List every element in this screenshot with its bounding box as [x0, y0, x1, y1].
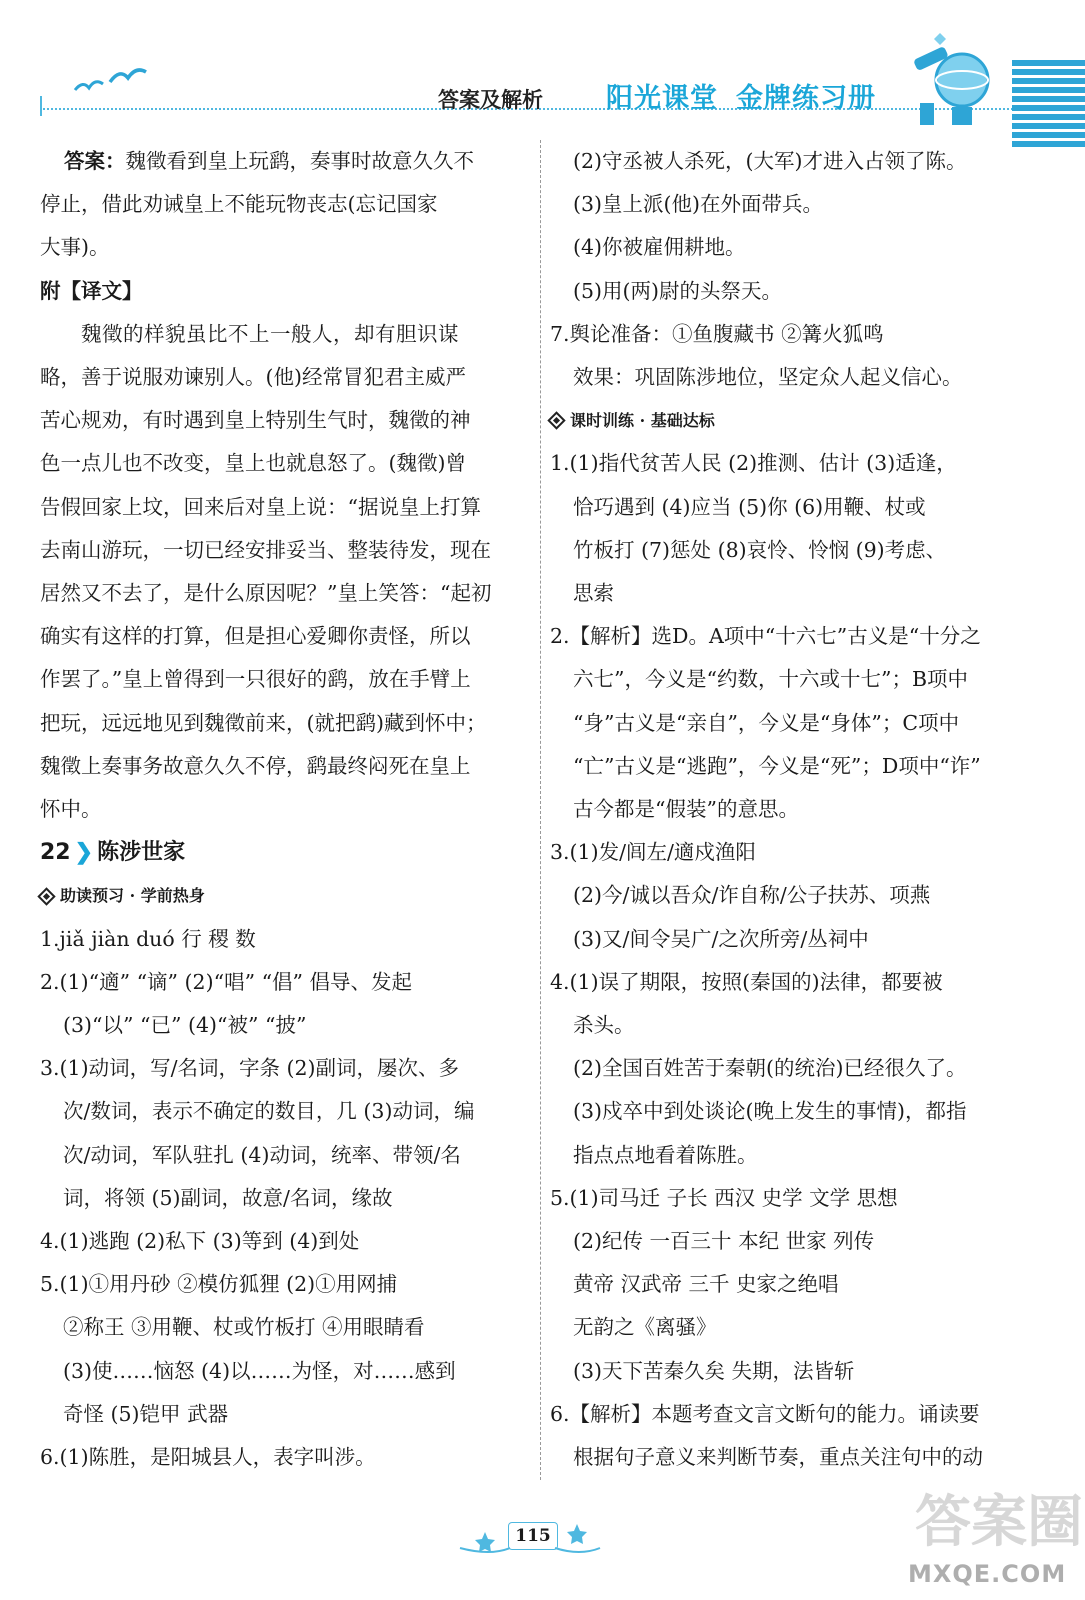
- translation-line: 怀中。: [40, 797, 102, 822]
- list-item: (2)守丞被人杀死，(大军)才进入占领了陈。: [573, 149, 967, 173]
- answer-label: 答案：: [64, 149, 126, 173]
- section-name: 陈涉世家: [97, 839, 186, 866]
- list-item: 根据句子意义来判断节奏，重点关注句中的动: [573, 1445, 983, 1470]
- translation-line: 去南山游玩，一切已经安排妥当、整装待发，现在: [40, 537, 491, 562]
- section-title: [40, 831, 520, 874]
- answer-line-3: 大事)。: [40, 235, 110, 260]
- list-item: 2.【解析】选D。A项中“十六七”古义是“十分之: [550, 624, 981, 649]
- page-header: [0, 0, 1085, 150]
- list-item: (2)纪传 一百三十 本纪 世家 列传: [573, 1229, 875, 1254]
- watermark-url: MXQE.COM: [908, 1560, 1067, 1588]
- diamond-icon: [37, 887, 55, 905]
- subhead-training: 课时训练 · 基础达标: [550, 399, 1030, 442]
- list-item: (2)全国百姓苦于秦朝(的统治)已经很久了。: [573, 1056, 967, 1081]
- list-item: (3)皇上派(他)在外面带兵。: [573, 192, 824, 217]
- list-item: 1.(1)指代贫苦人民 (2)推测、估计 (3)适逢，: [550, 451, 957, 476]
- section-number: 22: [40, 840, 71, 866]
- list-item: 奇怪 (5)铠甲 武器: [63, 1401, 229, 1426]
- list-item: 次/数词，表示不确定的数目，几 (3)动词，编: [63, 1099, 475, 1124]
- translation-line: 色一点儿也不改变，皇上也就息怒了。(魏徵)曾: [40, 451, 466, 476]
- subhead-preview: 助读预习 · 学前热身: [40, 874, 520, 917]
- translation-line: 确实有这样的打算，但是担心爱卿你责怪，所以: [40, 624, 471, 649]
- globe-telescope-icon: [900, 25, 1020, 125]
- list-item: “身”古义是“亲自”，今义是“身体”；C项中: [573, 710, 960, 735]
- list-item: (2)今/诚以吾众/诈自称/公子扶苏、项燕: [573, 883, 931, 908]
- list-item: 古今都是“假装”的意思。: [573, 797, 799, 822]
- header-title: 答案及解析: [438, 88, 543, 112]
- list-item: ②称王 ③用鞭、杖或竹板打 ④用眼睛看: [63, 1315, 425, 1340]
- list-item: 无韵之《离骚》: [573, 1315, 717, 1340]
- list-item: 7.舆论准备：①鱼腹藏书 ②篝火狐鸣: [550, 321, 884, 346]
- list-item: 4.(1)逃跑 (2)私下 (3)等到 (4)到处: [40, 1229, 360, 1254]
- list-item: 4.(1)误了期限，按照(秦国的)法律，都要被: [550, 969, 943, 994]
- answer-line-2: 停止，借此劝诫皇上不能玩物丧志(忘记国家: [40, 192, 438, 217]
- translation-line: 魏徵上奏事务故意久久不停，鹞最终闷死在皇上: [40, 753, 471, 778]
- watermark-logo: 答案圈: [915, 1489, 1083, 1555]
- list-item: 次/动词，军队驻扎 (4)动词，统率、带领/名: [63, 1142, 461, 1167]
- column-divider: [540, 140, 541, 1480]
- header-tick: [40, 96, 48, 116]
- translation-line: 略，善于说服劝谏别人。(他)经常冒犯君主威严: [40, 365, 466, 390]
- list-item: 6.(1)陈胜，是阳城县人，表字叫涉。: [40, 1445, 376, 1470]
- list-item: 恰巧遇到 (4)应当 (5)你 (6)用鞭、杖或: [573, 494, 926, 519]
- translation-heading: 附【译文】: [40, 278, 143, 303]
- list-item: 2.(1)“適” “谪” (2)“唱” “倡” 倡导、发起: [40, 969, 413, 994]
- list-item: 5.(1)①用丹砂 ②模仿狐狸 (2)①用网捕: [40, 1272, 398, 1297]
- list-item: 3.(1)发/闾左/適戍渔阳: [550, 840, 756, 865]
- list-item: “亡”古义是“逃跑”，今义是“死”；D项中“诈”: [573, 753, 981, 778]
- right-column: [550, 140, 1030, 1479]
- brand-right: 金牌练习册: [736, 83, 876, 114]
- list-item: 六七”，今义是“约数，十六或十七”；B项中: [573, 667, 969, 692]
- translation-line: 把玩，远远地见到魏徵前来，(就把鹞)藏到怀中；: [40, 710, 487, 735]
- list-item: (5)用(两)尉的头祭天。: [573, 278, 783, 303]
- diamond-icon: [547, 412, 565, 430]
- left-column: [40, 140, 520, 1479]
- list-item: 词，将领 (5)副词，故意/名词，缘故: [63, 1185, 393, 1210]
- list-item: 1.jiǎ jiàn duó 行 稷 数: [40, 926, 256, 951]
- list-item: 黄帝 汉武帝 三千 史家之绝唱: [573, 1272, 839, 1297]
- translation-line: 作罢了。”皇上曾得到一只很好的鹞，放在手臂上: [40, 667, 471, 692]
- list-item: (3)天下苦秦久矣 失期，法皆斩: [573, 1358, 855, 1383]
- list-item: 思索: [573, 581, 614, 606]
- list-item: (3)“以” “已” (4)“被” “披”: [63, 1013, 307, 1038]
- list-item: 杀头。: [573, 1013, 635, 1038]
- list-item: 3.(1)动词，写/名词，字条 (2)副词，屡次、多: [40, 1056, 460, 1081]
- list-item: 指点点地看着陈胜。: [573, 1142, 758, 1167]
- list-item: 竹板打 (7)惩处 (8)哀怜、怜悯 (9)考虑、: [573, 537, 947, 562]
- header-brand: [606, 76, 876, 115]
- list-item: (4)你被雇佣耕地。: [573, 235, 746, 260]
- header-stripes: [1012, 60, 1085, 150]
- list-item: (3)使……恼怒 (4)以……为怪，对……感到: [63, 1358, 456, 1383]
- birds-icon: [70, 60, 150, 100]
- translation-line: 告假回家上坟，回来后对皇上说：“据说皇上打算: [40, 494, 481, 519]
- translation-line: 魏徵的样貌虽比不上一般人，却有胆识谋: [81, 321, 459, 346]
- translation-line: 苦心规劝，有时遇到皇上特别生气时，魏徵的神: [40, 408, 471, 433]
- answer-line-1: 答案：魏徵看到皇上玩鹞，奏事时故意久久不: [64, 149, 474, 173]
- list-item: (3)又/间令吴广/之次所旁/丛祠中: [573, 926, 869, 951]
- chevron-right-icon: ❯: [74, 839, 94, 866]
- list-item: 效果：巩固陈涉地位，坚定众人起义信心。: [573, 365, 963, 390]
- brand-left: 阳光课堂: [606, 83, 718, 114]
- list-item: 6.【解析】本题考查文言文断句的能力。诵读要: [550, 1401, 980, 1426]
- translation-line: 居然又不去了，是什么原因呢？”皇上笑答：“起初: [40, 581, 492, 606]
- translation-text: [40, 313, 520, 831]
- list-item: 5.(1)司马迁 子长 西汉 史学 文学 思想: [550, 1185, 898, 1210]
- list-item: (3)戍卒中到处谈论(晚上发生的事情)，都指: [573, 1099, 967, 1124]
- page-number: 115: [508, 1522, 558, 1550]
